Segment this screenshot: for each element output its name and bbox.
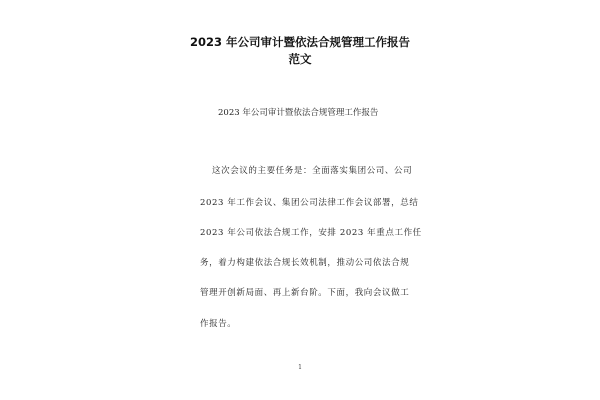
title-line-2: 范文 <box>288 52 312 66</box>
paragraph-line-4: 务，着力构建依法合规长效机制，推动公司依法合规 <box>200 258 410 268</box>
paragraph-line-2: 2023 年工作会议、集团公司法律工作会议部署，总结 <box>200 198 419 208</box>
paragraph-line-3: 2023 年公司依法合规工作，安排 2023 年重点工作任 <box>200 228 422 238</box>
report-subtitle: 2023 年公司审计暨依法合规管理工作报告 <box>218 108 379 118</box>
title-line-1: 2023 年公司审计暨依法合规管理工作报告 <box>189 35 410 49</box>
paragraph-line-1: 这次会议的主要任务是：全面落实集团公司、公司 <box>212 166 413 176</box>
paragraph-line-5: 管理开创新局面、再上新台阶。下面，我向会议做工 <box>200 288 410 298</box>
page-number: 1 <box>298 364 302 371</box>
paragraph-line-6: 作报告。 <box>200 319 237 329</box>
